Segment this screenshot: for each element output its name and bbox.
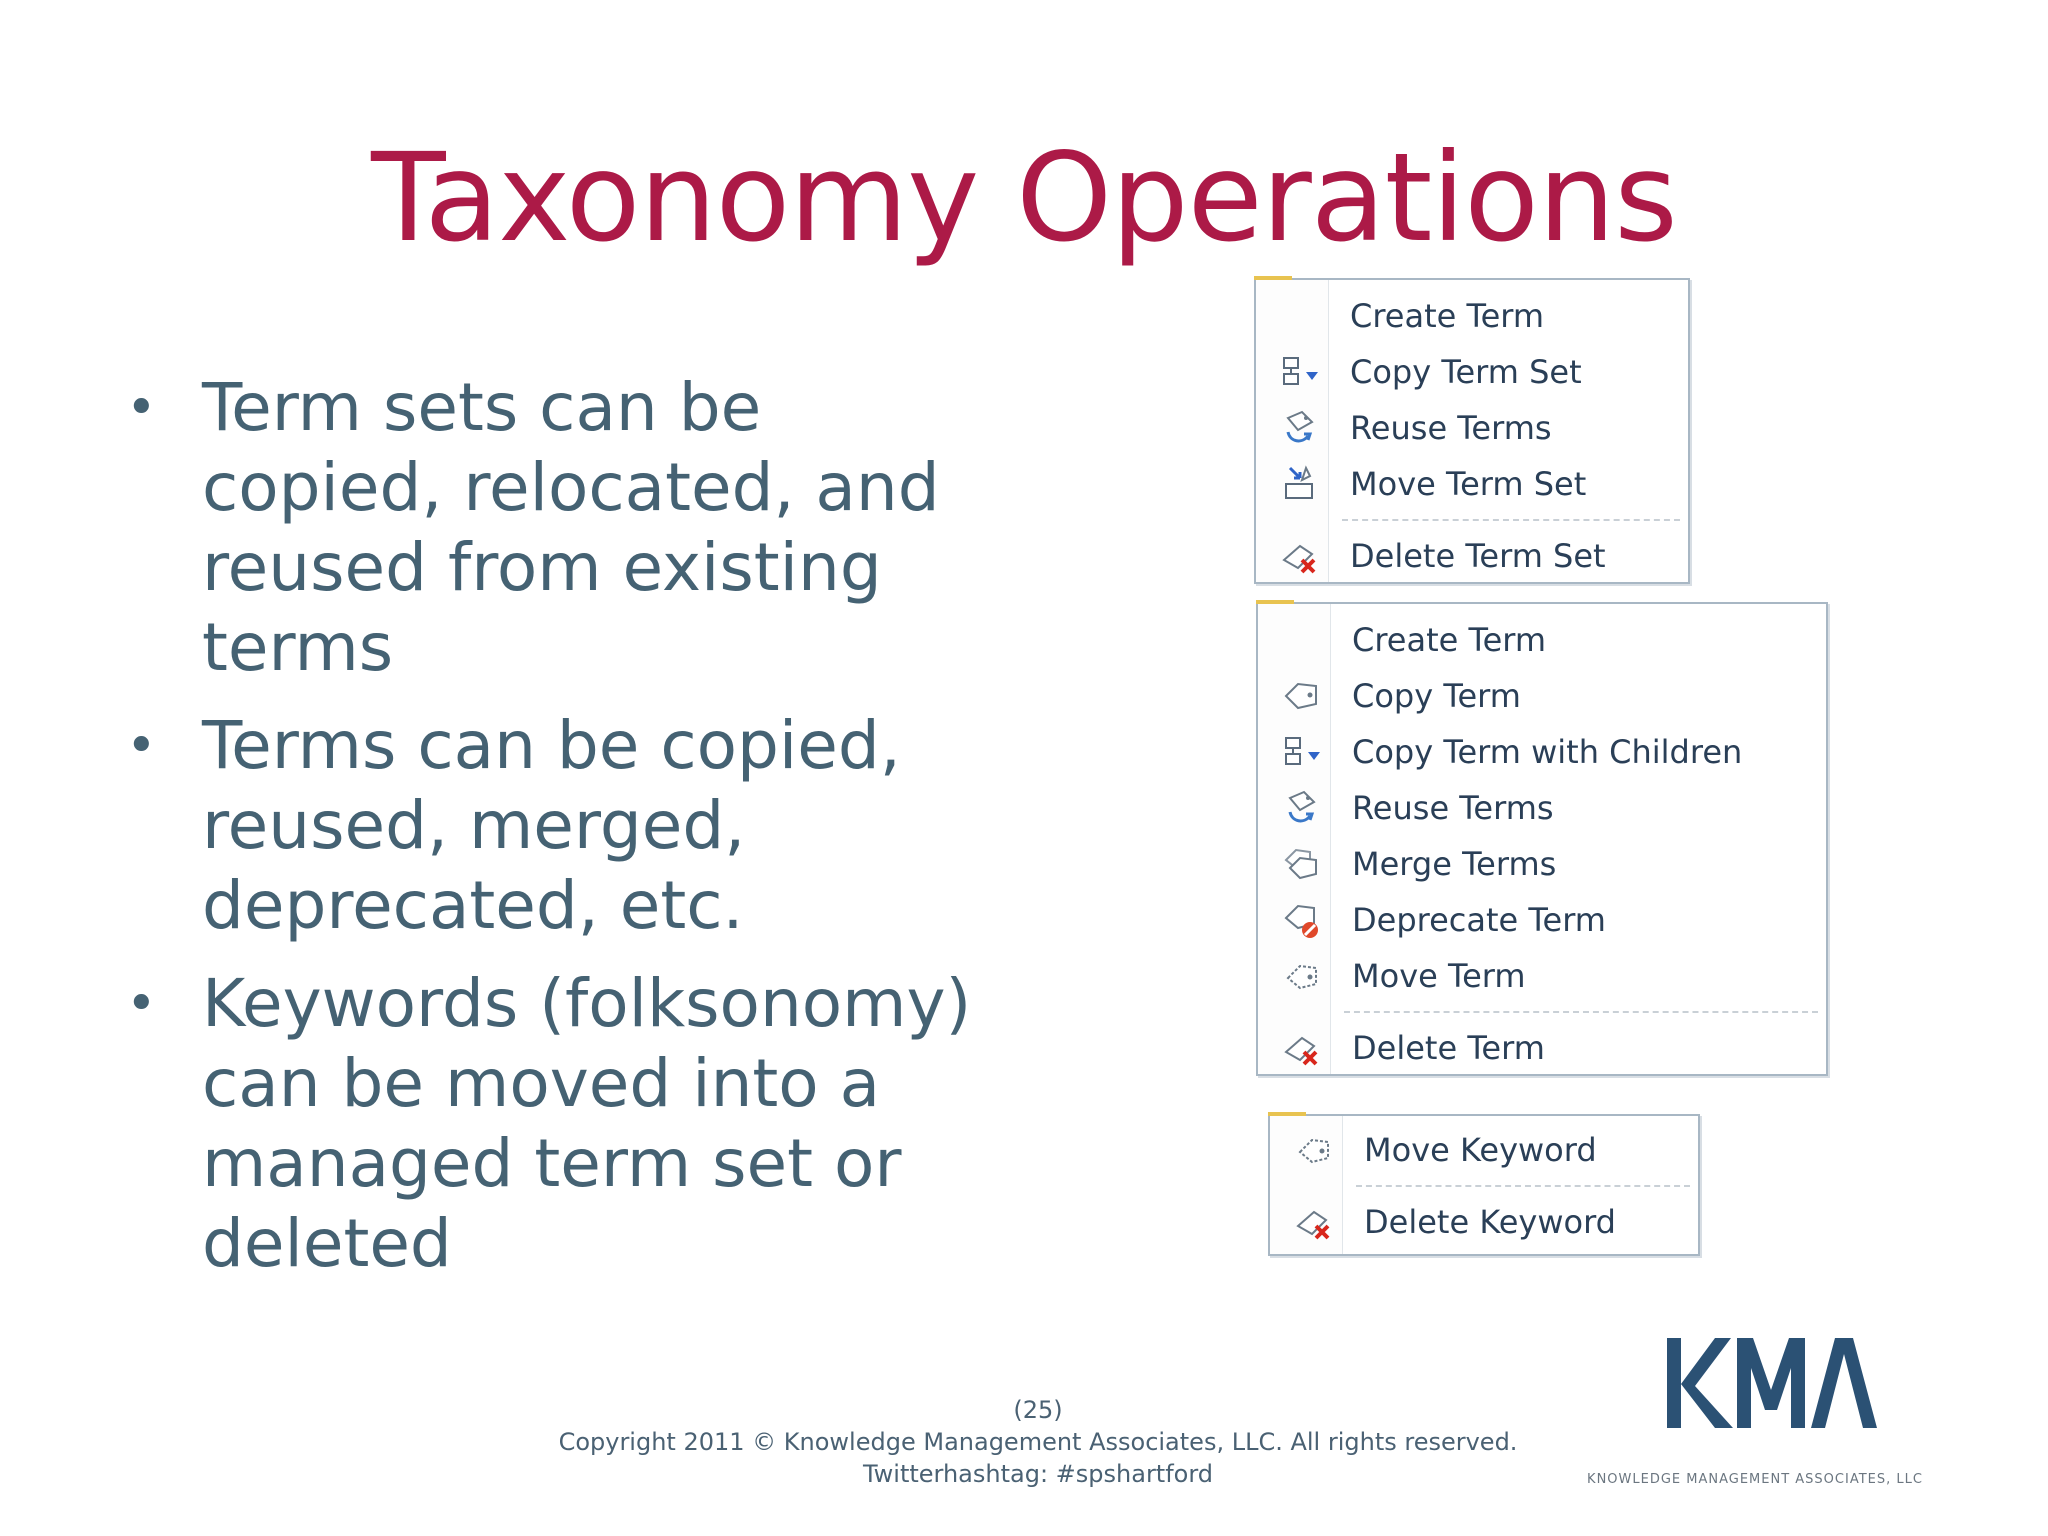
- menu-item-label: Create Term: [1352, 621, 1547, 659]
- kma-logo-mark: [1555, 1320, 1955, 1470]
- menu-item-label: Reuse Terms: [1350, 409, 1552, 447]
- kma-logo: [1555, 1320, 1955, 1510]
- menu-separator: [1270, 1178, 1698, 1194]
- delete-icon: [1294, 1202, 1334, 1242]
- menu-item-copy-term-set[interactable]: [1256, 344, 1688, 400]
- bullet-text: Keywords (folksonomy) can be moved into a managed term set or deleted: [202, 965, 972, 1282]
- menu-item-deprecate-term[interactable]: [1258, 892, 1826, 948]
- menu-item-label: Merge Terms: [1352, 845, 1557, 883]
- menu-separator: [1258, 1004, 1826, 1020]
- menu-item-delete-keyword[interactable]: [1270, 1194, 1698, 1250]
- menu-item-label: Reuse Terms: [1352, 789, 1554, 827]
- copyright-notice: Copyright 2011 © Knowledge Management Associates, LLC. All rights reserved.: [558, 1428, 1518, 1456]
- logo-tagline: KNOWLEDGE MANAGEMENT ASSOCIATES, LLC: [1587, 1472, 1923, 1487]
- bullet-item: [118, 706, 978, 946]
- menu-item-label: Copy Term with Children: [1352, 733, 1743, 771]
- move-term-set-icon: [1280, 464, 1320, 504]
- bullet-item: [118, 368, 978, 688]
- delete-icon: [1280, 536, 1320, 576]
- menu-item-create-term[interactable]: [1258, 612, 1826, 668]
- menu-item-label: Delete Term Set: [1350, 537, 1606, 575]
- menu-separator: [1256, 512, 1688, 528]
- menu-item-label: Deprecate Term: [1352, 901, 1606, 939]
- menu-item-delete-term-set[interactable]: [1256, 528, 1688, 584]
- slide-title: Taxonomy Operations: [371, 127, 1677, 269]
- menu-item-copy-term[interactable]: [1258, 668, 1826, 724]
- tag-icon: [1282, 676, 1322, 716]
- merge-terms-icon: [1282, 844, 1322, 884]
- menu-item-move-term[interactable]: [1258, 948, 1826, 1004]
- page-number: (25): [1013, 1396, 1063, 1424]
- deprecate-term-icon: [1282, 900, 1322, 940]
- bullet-item: [118, 964, 978, 1284]
- bullet-list: [118, 368, 978, 1302]
- twitter-hashtag: Twitterhashtag: #spshartford: [862, 1460, 1214, 1488]
- reuse-terms-icon: [1280, 408, 1320, 448]
- menu-item-move-keyword[interactable]: [1270, 1122, 1698, 1178]
- term-set-context-menu: [1254, 278, 1690, 584]
- keyword-context-menu: [1268, 1114, 1700, 1256]
- reuse-terms-icon: [1282, 788, 1322, 828]
- menu-item-create-term[interactable]: [1256, 288, 1688, 344]
- move-term-icon: [1294, 1130, 1334, 1170]
- menu-item-label: Move Term: [1352, 957, 1526, 995]
- bullet-dot: •: [126, 716, 157, 776]
- menu-item-copy-term-with-children[interactable]: [1258, 724, 1826, 780]
- menu-item-label: Move Keyword: [1364, 1131, 1597, 1169]
- bullet-dot: •: [126, 378, 157, 438]
- move-term-icon: [1282, 956, 1322, 996]
- bullet-text: Term sets can be copied, relocated, and reused from existing terms: [202, 369, 940, 686]
- menu-item-delete-term[interactable]: [1258, 1020, 1826, 1076]
- menu-item-label: Copy Term: [1352, 677, 1521, 715]
- menu-item-merge-terms[interactable]: [1258, 836, 1826, 892]
- copy-term-set-icon: [1282, 732, 1322, 772]
- menu-item-label: Copy Term Set: [1350, 353, 1582, 391]
- bullet-dot: •: [126, 974, 157, 1034]
- delete-icon: [1282, 1028, 1322, 1068]
- menu-item-label: Move Term Set: [1350, 465, 1587, 503]
- menu-item-reuse-terms[interactable]: [1256, 400, 1688, 456]
- menu-item-label: Delete Term: [1352, 1029, 1545, 1067]
- menu-item-reuse-terms[interactable]: [1258, 780, 1826, 836]
- term-context-menu: [1256, 602, 1828, 1076]
- menu-item-move-term-set[interactable]: [1256, 456, 1688, 512]
- bullet-text: Terms can be copied, reused, merged, deprecated, etc.: [202, 707, 901, 944]
- copy-term-set-icon: [1280, 352, 1320, 392]
- menu-item-label: Delete Keyword: [1364, 1203, 1616, 1241]
- menu-item-label: Create Term: [1350, 297, 1545, 335]
